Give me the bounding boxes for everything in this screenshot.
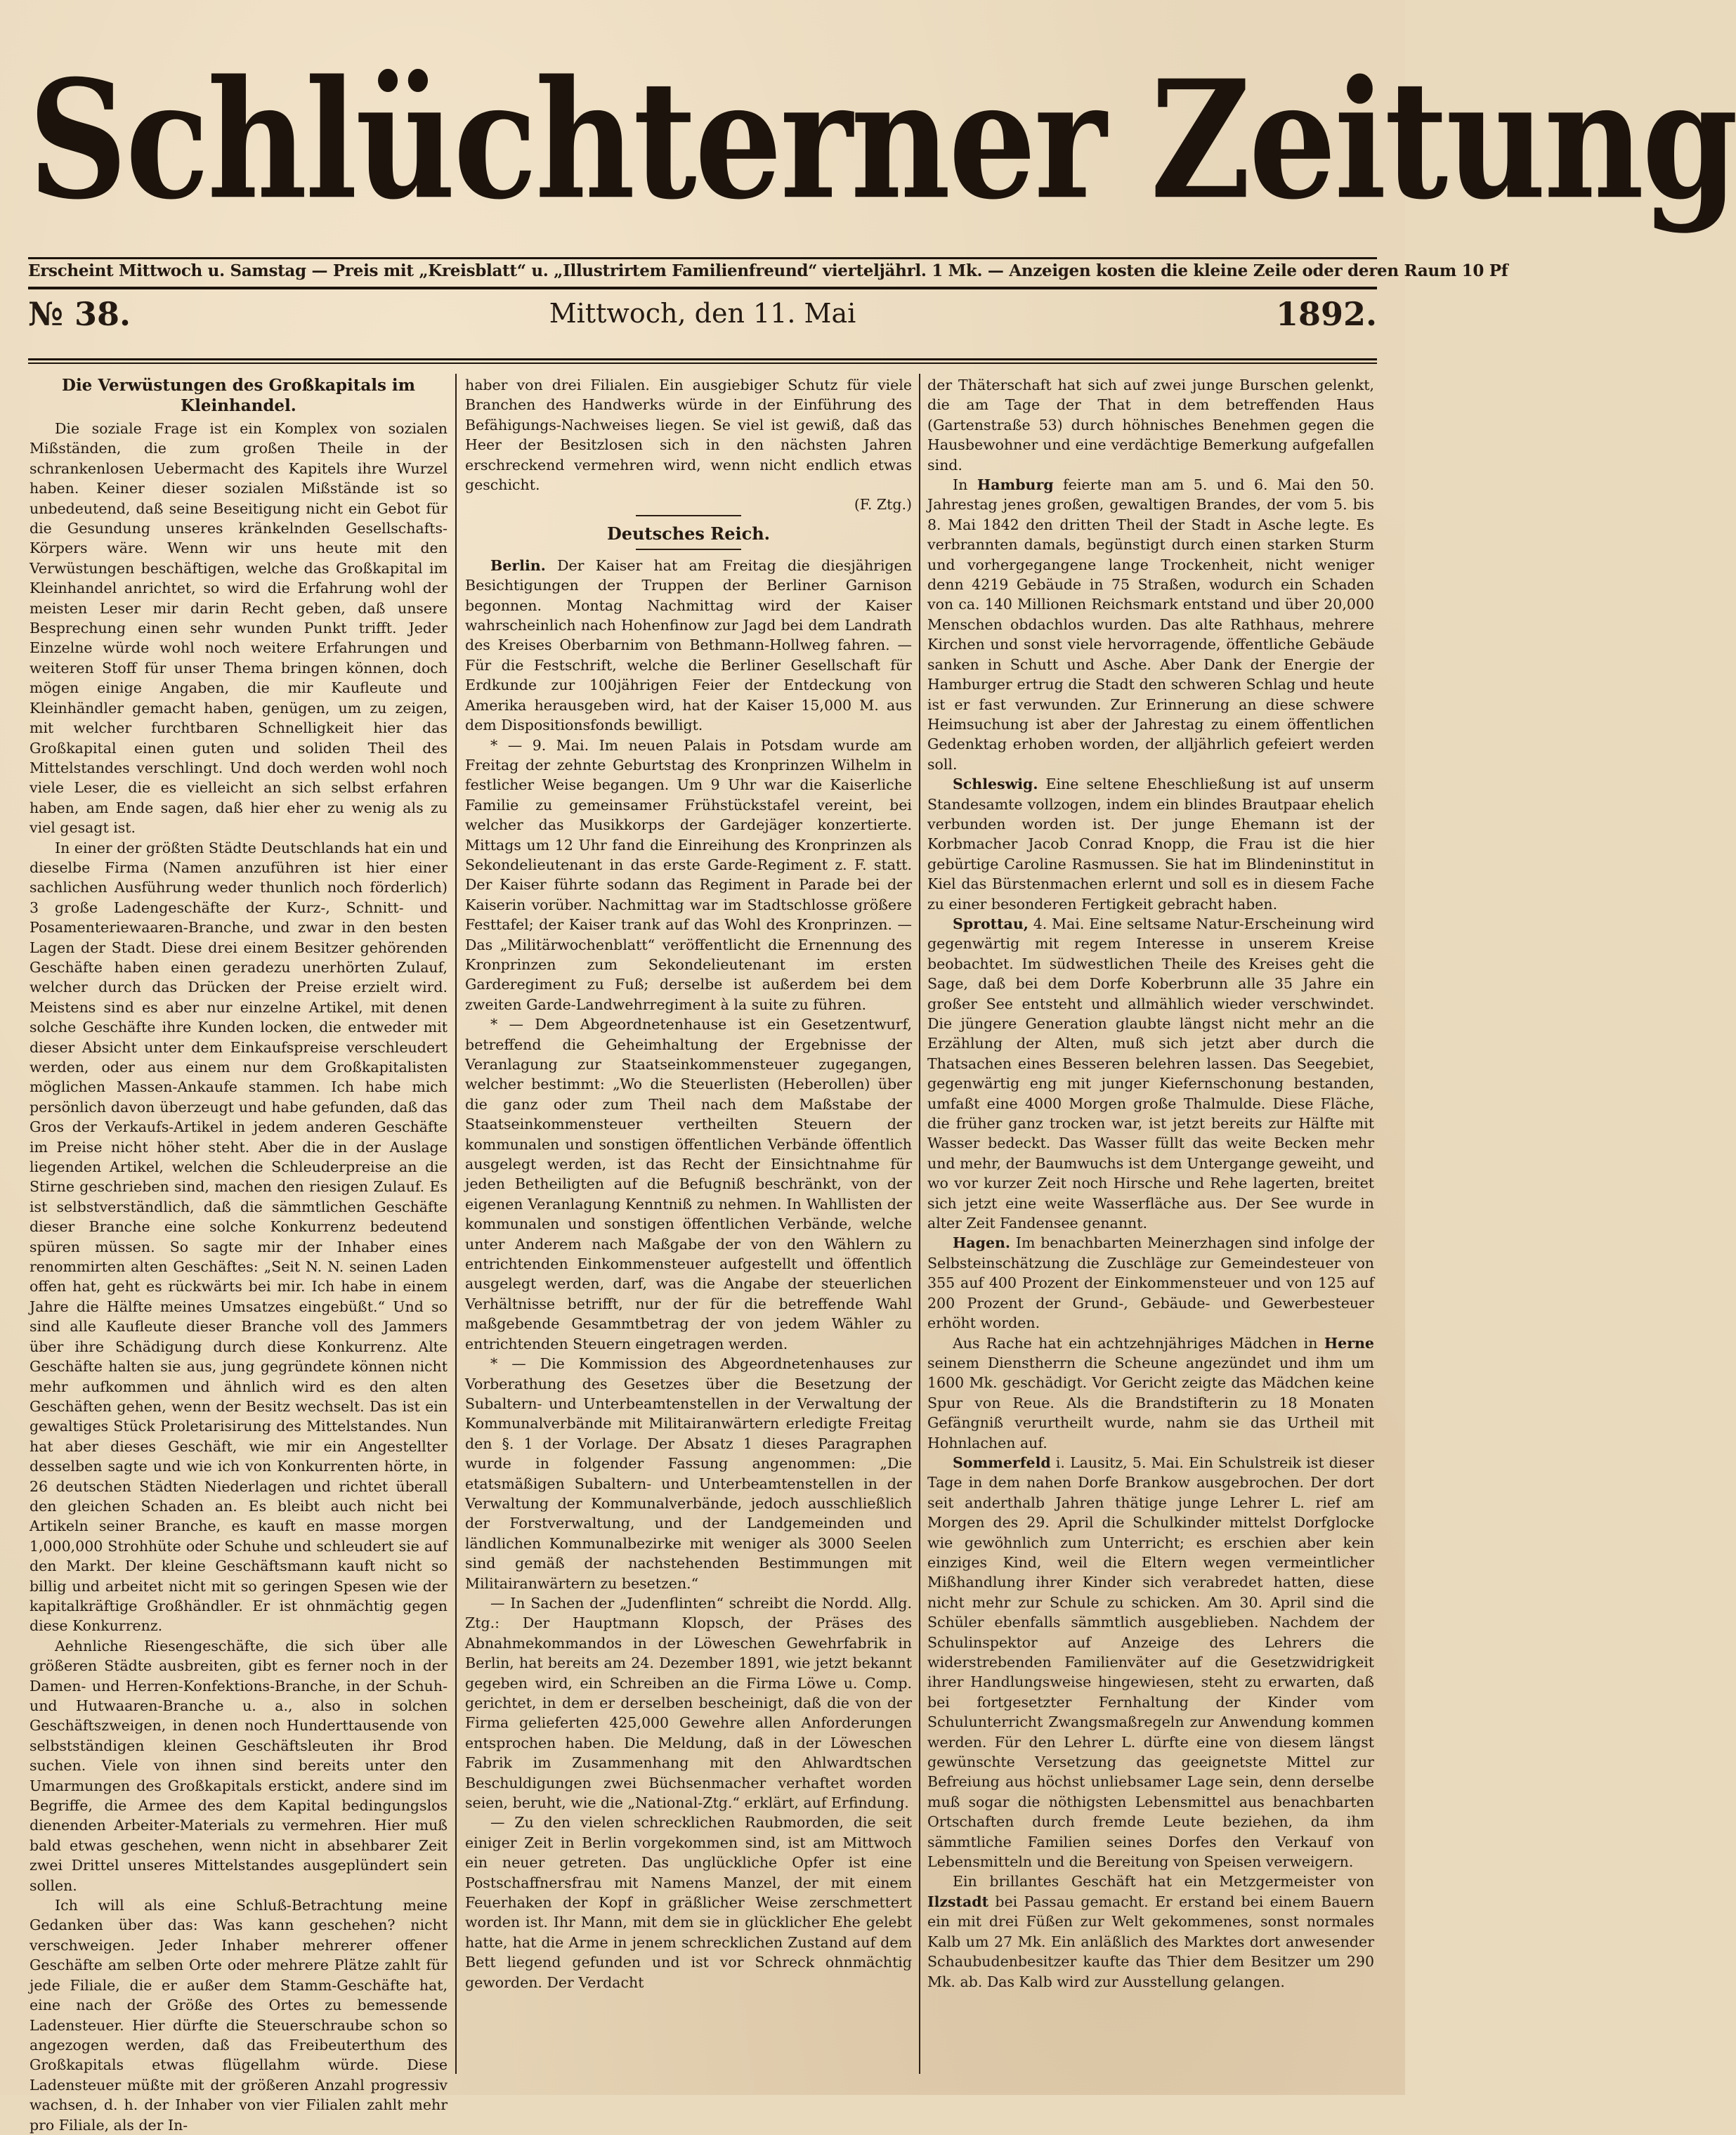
article-paragraph: der Thäterschaft hat sich auf zwei junge Burschen gelenkt, die am Tage der That in dem betreffenden Haus (Gartenstraße 53) durch höhnisches Benehmen gegen die Hausbewohner und eine verdächtige Bemerkung aufgefallen sind. [927,377,1374,474]
place-name: Ilzstadt [927,1893,989,1910]
article-paragraph: — Zu den vielen schrecklichen Raubmorden, die seit einiger Zeit in Berlin vorgekommen sind, ist am Mittwoch ein neuer getreten. Das unglückliche Opfer ist eine Postschaffnersfrau mit Namens Manzel, der mit einem Feuerhaken der Kopf in gräßlicher Weise zerschmettert worden ist. Ihr Mann, mit dem sie in glücklicher Ehe gelebt hatte, hat die Arme in jenem schrecklichen Zustand auf dem Bett liegend gefunden und ist vor Schreck ohnmächtig geworden. Der Verdacht [465,1814,912,1991]
article-paragraph: Die soziale Frage ist ein Komplex von sozialen Mißständen, die zum großen Theile in der schrankenlosen Uebermacht des Kapitels ihre Wurzel haben. Keiner dieser sozialen Mißstände ist so unbedeutend, daß seine Beseitigung nicht ein Gebot für die Gesundung unseres kränkelnden Gesellschafts-Körpers wäre. Wenn wir uns heute mit den Verwüstungen beschäftigen, welche das Großkapital im Kleinhandel anrichtet, so wird die Erfahrung wohl der meisten Leser mir darin Recht geben, daß unsere Besprechung einen sehr wunden Punkt trifft. Jeder Einzelne würde wohl noch weitere Erfahrungen und weiteren Stoff für unser Thema bringen können, doch mögen einige Angaben, die mir Kaufleute und Kleinhändler gemacht haben, genügen, um zu zeigen, mit welcher furchtbaren Schnelligkeit hier das Großkapital einen guten und soliden Theil des Mittelstandes verschlingt. Und doch werden wohl noch viele Leser, die es vielleicht an sich selbst erfahren haben, am Ende sagen, daß hier eher zu wenig als zu viel gesagt ist. [30,420,448,837]
place-name: Sprottau, [953,915,1029,932]
place-name: Herne [1324,1334,1374,1352]
dateline-rule-1 [28,358,1377,360]
article-paragraph: * — Dem Abgeordnetenhause ist ein Gesetzentwurf, betreffend die Geheimhaltung der Ergebnisse der Veranlagung zur Staatseinkommensteuer zugegangen, welcher bestimmt: „Wo die Steuerlisten (Heberollen) über die ganz oder zum Theil nach dem Maßstabe der Staatseinkommensteuer vertheilten Steuern der kommunalen und sonstigen öffentlichen Verbände öffentlich ausgelegt werden, ist das Recht der Einsichtnahme für jeden Betheiligten auf die Befugniß beschränkt, von der eigenen Veranlagung Kenntniß zu nehmen. In Wahllisten der kommunalen und sonstigen öffentlichen Verbände, welche unter Anderem nach Maßgabe der von den Wählern zu entrichtenden Einkommensteuer aufgestellt und öffentlich ausgelegt werden, darf, was die Angabe der steuerlichen Verhältnisse betrifft, nur der für die betreffende Wahl maßgebende Gesammtbetrag der von jedem Wähler zu entrichtenden Steuern eingetragen werden. [465,1016,912,1352]
article-source: (F. Ztg.) [854,496,912,514]
column-2 [465,375,912,2075]
column-3 [927,375,1374,2075]
issue-year: 1892. [1275,295,1377,333]
column-divider-2 [919,374,920,2074]
article-paragraph: Ich will als eine Schluß-Betrachtung meine Gedanken über das: Was kann geschehen? nicht verschweigen. Jeder Inhaber mehrerer offener Geschäfte am selben Orte oder mehrere Plätze zahlt für jede Filiale, die er außer dem Stamm-Geschäfte hat, eine nach der Größe des Ortes zu bemessende Ladensteuer. Hier dürfte die Steuerschraube schon so angezogen werden, daß das Freibeuterthum des Großkapitals etwas flügellahm würde. Diese Ladensteuer müßte mit der größeren Anzahl progressiv wachsen, d. h. der Inhaber von vier Filialen zahlt mehr pro Filiale, als der In- [30,1897,448,2134]
issue-number: № 38. [28,295,131,333]
article-paragraph: * — 9. Mai. Im neuen Palais in Potsdam wurde am Freitag der zehnte Geburtstag des Kronprinzen Wilhelm in festlicher Weise begangen. Um 9 Uhr war die Kaiserliche Familie zu gemeinsamer Frühstückstafel vereint, bei welcher das Musikkorps der Gardejäger konzertierte. Mittags um 12 Uhr fand die Einreihung des Kronprinzen als Sekondelieutenant in das erste Garde-Regiment z. F. statt. Der Kaiser führte sodann das Regiment in Parade bei der Kaiserin vorüber. Nachmittag war im Stadtschlosse größere Festtafel; der Kaiser trank auf das Wohl des Kronprinzen. — Das „Militärwochenblatt“ veröffentlicht die Ernennung des Kronprinzen zum Sekondelieutenant im ersten Garderegiment zu Fuß; derselbe ist außerdem bei dem zweiten Garde-Landwehrregiment à la suite zu führen. [465,736,912,1013]
subscription-line: Erscheint Mittwoch u. Samstag — Preis mit „Kreisblatt“ u. „Illustrirtem Familienfreund“ vierteljährl. 1 Mk. — Anzeigen kosten die kleine Zeile oder deren Raum 10 Pf [28,261,1508,280]
dateline-rule-2 [28,363,1377,364]
place-name: Schleswig. [953,776,1038,793]
section-rule [636,549,741,550]
news-item-sommerfeld: Sommerfeld i. Lausitz, 5. Mai. Ein Schulstreik ist dieser Tage in dem nahen Dorfe Brankow ausgebrochen. Der dort seit anderthalb Jahren thätige junge Lehrer L. rief am Morgen des 29. April die Schulkinder mittelst Dorfglocke wie gewöhnlich zum Unterricht; es erschien aber kein einziges Kind, weil die Eltern wegen vermeintlicher Mißhandlung ihrer Kinder sich verabredet hatten, diese nicht mehr zur Schule zu schicken. Am 30. April sind die Schüler ebenfalls sämmtlich ausgeblieben. Nachdem der Schulinspektor auf Anzeige des Lehrers die widerstrebenden Familienväter auf die Gesetzwidrigkeit ihrer Handlungsweise hingewiesen, steht zu erwarten, daß bei fortgesetzter Fernhaltung der Kinder vom Schulunterricht Zwangsmaßregeln zur Anwendung kommen werden. Für den Lehrer L. dürfte eine von diesem längst gewünschte Versetzung das geeignetste Mittel zur Befreiung aus höchst unliebsamer Lage sein, denn derselbe muß sogar die nöthigsten Lebensmittel aus benachbarten Ortschaften durch fremde Leute beziehen, da ihm sämmtliche Familien seines Dorfes den Verkauf von Lebensmitteln und die Bereitung von Speisen verweigern. [927,1454,1374,1871]
article-paragraph: In einer der größten Städte Deutschlands hat ein und dieselbe Firma (Namen anzuführen ist hier einer sachlichen Ausführung weder thunlich noch förderlich) 3 große Ladengeschäfte der Kurz-, Schnitt- und Posamenteriewaaren-Branche, und zwar in den besten Lagen der Stadt. Diese drei einem Besitzer gehörenden Geschäfte haben einen geradezu unerhörten Zulauf, welcher durch das Drücken der Preise erzielt wird. Meistens sind es aber nur einzelne Artikel, mit denen solche Geschäfte ihre Kunden locken, die entweder mit dieser Absicht unter dem Einkaufspreise verschleudert werden, oder aus einem nur dem Großkapitalisten möglichen Massen-Ankaufe stammen. Ich habe mich persönlich davon überzeugt und habe gefunden, daß das Gros der Verkaufs-Artikel in jedem anderen Geschäfte im Preise nicht höher steht. Aber die in der Auslage liegenden Artikel, welchen die Schleuderpreise an die Stirne geschrieben sind, machen den riesigen Zulauf. Es ist selbstverständlich, daß die sämmtlichen Geschäfte dieser Branche eine solche Konkurrenz bedeutend spüren müssen. So sagte mir der Inhaber eines renommirten alten Geschäftes: „Seit N. N. seinen Laden offen hat, geht es rückwärts bei mir. Ich habe in einem Jahre die Hälfte meines Umsatzes eingebüßt.“ Und so sind alle Kaufleute dieser Branche voll des Jammers über ihre Schädigung durch diese Konkurrenz. Alte Geschäfte halten sie aus, jung gegründete können nicht mehr aufkommen und ähnlich wird es den alten Geschäften gehen, wenn der Besitz wechselt. Das ist ein gewaltiges Stück Proletarisirung des Mittelstandes. Nun hat aber dieses Geschäft, wie mir ein Angestellter desselben sagte und wie ich von Konkurrenten hörte, in 26 deutschen Städten Niederlagen und richtet überall den gleichen Schaden an. Es bleibt auch nicht bei Artikeln seiner Branche, es kauft en masse morgen 1,000,000 Strohhüte oder Schuhe und schleudert sie auf den Markt. Der kleine Geschäftsmann kauft nicht so billig und arbeitet nicht mit so geringen Spesen wie der kapitalkräftige Großhändler. Er ist ohnmächtig gegen diese Konkurrenz. [30,839,448,1635]
column-1 [30,375,448,2134]
dateline [28,295,1377,337]
place-name: Hamburg [977,476,1054,494]
news-item-berlin: Berlin. Der Kaiser hat am Freitag die diesjährigen Besichtigungen der Truppen der Berliner Garnison begonnen. Montag Nachmittag wird der Kaiser wahrscheinlich nach Hohenfinow zur Jagd bei dem Landrath des Kreises Oberbarnim von Bethmann-Hollweg fahren. — Für die Festschrift, welche die Berliner Gesellschaft für Erdkunde zur 100jährigen Feier der Entdeckung von Amerika herausgeben wird, hat der Kaiser 15,000 M. aus dem Dispositionsfonds bewilligt. [465,556,912,734]
news-item-hagen: Hagen. Im benachbarten Meinerzhagen sind infolge der Selbsteinschätzung die Zuschläge zur Gemeindesteuer von 355 auf 400 Prozent der Einkommensteuer und von 125 auf 200 Prozent der Grund-, Gebäude- und Gewerbesteuer erhöht worden. [927,1234,1374,1332]
article-title: Die Verwüstungen des Großkapitals im Kleinhandel. [62,376,415,415]
place-name: Hagen. [953,1234,1011,1252]
article-paragraph: — In Sachen der „Judenflinten“ schreibt die Nordd. Allg. Ztg.: Der Hauptmann Klopsch, der Präses des Abnahmekommandos in der Löweschen Gewehrfabrik in Berlin, hat bereits am 24. Dezember 1891, wie jetzt bekannt gegeben wird, ein Schreiben an die Firma Löwe u. Comp. gerichtet, in dem er derselben bescheinigt, daß die von der Firma gelieferten 425,000 Gewehre allen Anforderungen entsprochen haben. Die Meldung, daß in der Löweschen Fabrik im Zusammenhang mit den Ahlwardtschen Beschuldigungen zwei Büchsenmacher verhaftet worden seien, beruht, wie die „National-Ztg.“ erklärt, auf Erfindung. [465,1594,912,1812]
article-paragraph: Aehnliche Riesengeschäfte, die sich über alle größeren Städte ausbreiten, gibt es ferner noch in der Damen- und Herren-Konfektions-Branche, in der Schuh- und Hutwaaren-Branche u. a., also in solchen Geschäftszweigen, in denen noch Hunderttausende von selbstständigen kleinen Geschäftsleuten ihr Brod suchen. Viele von ihnen sind bereits unter den Umarmungen des Großkapitals erstickt, andere sind im Begriffe, die Armee des dem Kapital bedingungslos dienenden Arbeiter-Materials zu vermehren. Hier muß bald etwas geschehen, wenn nicht in absehbarer Zeit zwei Drittel unseres Mittelstandes ausgeplündert sein sollen. [30,1637,448,1894]
news-item-hamburg: In Hamburg feierte man am 5. und 6. Mai den 50. Jahrestag jenes großen, gewaltigen Brandes, der vom 5. bis 8. Mai 1842 den dritten Theil der Stadt in Asche legte. Es verbrannten damals, begünstigt durch einen starken Sturm und vorhergegangene lange Trockenheit, nicht weniger denn 4219 Gebäude in 75 Straßen, wodurch ein Schaden von ca. 140 Millionen Reichsmark entstand und über 20,000 Menschen obdachlos wurden. Das alte Rathhaus, mehrere Kirchen und sonst viele hervorragende, öffentliche Gebäude sanken in Schutt und Asche. Aber Dank der Energie der Hamburger ertrug die Stadt den schweren Schlag und heute ist er fast verwunden. Zur Erinnerung an diese schwere Heimsuchung ist aber der Jahrestag zu einem öffentlichen Gedenktag erhoben worden, der alljährlich gefeiert werden soll. [927,476,1374,773]
news-item-ilzstadt: Ein brillantes Geschäft hat ein Metzgermeister von Ilzstadt bei Passau gemacht. Er erstand bei einem Bauern ein mit drei Füßen zur Welt gekommenes, sonst normales Kalb um 27 Mk. Ein anläßlich des Marktes dort anwesender Schaubudenbesitzer kaufte das Thier dem Besitzer um 290 Mk. ab. Das Kalb wird zur Ausstellung gelangen. [927,1873,1374,1990]
masthead-rule-top [28,257,1377,259]
place-name: Berlin. [490,556,546,574]
news-item-schleswig: Schleswig. Eine seltene Eheschließung ist auf unserm Standesamte vollzogen, indem ein blindes Brautpaar ehelich verbunden worden ist. Der junge Ehemann ist der Korbmacher Jacob Conrad Knopp, die Frau ist die hier gebürtige Caroline Rasmussen. Sie hat im Blindeninstitut in Kiel das Bürstenmachen erlernt und soll es in diesem Fache zu einer besonderen Fertigkeit gebracht haben. [927,776,1374,913]
section-rule [636,515,741,516]
subline-rule [28,287,1377,289]
news-item-sprottau: Sprottau, 4. Mai. Eine seltsame Natur-Erscheinung wird gegenwärtig mit regem Interesse in unserem Kreise beobachtet. Im südwestlichen Theile des Kreises geht die Sage, daß bei dem Dorfe Koberbrunn alle 35 Jahre ein großer See entsteht und allmählich wieder verschwindet. Die jüngere Generation glaubte längst nicht mehr an die Erzählung der Alten, muß sich jetzt aber durch die Thatsachen eines Besseren belehren lassen. Das Seegebiet, gegenwärtig eng mit junger Kiefernschonung bestanden, umfaßt eine 4000 Morgen große Thalmulde. Diese Fläche, die früher ganz trocken war, ist jetzt bereits zur Hälfte mit Wasser bedeckt. Das Wasser füllt das weite Becken mehr und mehr, der Baumwuchs ist dem Untergange geweiht, und wo vor kurzer Zeit noch Hirsche und Rehe lagerten, breitet sich jetzt eine weite Wasserfläche aus. Der See wurde in alter Zeit Fandensee genannt. [927,915,1374,1232]
place-name: Sommerfeld [953,1454,1051,1471]
article-paragraph: haber von drei Filialen. Ein ausgiebiger Schutz für viele Branchen des Handwerks würde in der Einführung des Befähigungs-Nachweises liegen. Se viel ist gewiß, daß das Heer der Besitzlosen sich in den nächsten Jahren erschreckend vermehren wird, wenn nicht endlich etwas geschicht. [465,377,912,494]
column-divider-1 [455,374,457,2074]
issue-date: Mittwoch, den 11. Mai [549,298,856,329]
news-item-herne: Aus Rache hat ein achtzehnjähriges Mädchen in Herne seinem Dienstherrn die Scheune angezündet und ihm um 1600 Mk. geschädigt. Vor Gericht zeigte das Mädchen keine Spur von Reue. Als die Brandstifterin zu 18 Monaten Gefängniß verurtheilt wurde, nahm sie das Urtheil mit Hohnlachen auf. [927,1334,1374,1451]
masthead-title: Schlüchterner Zeitung [28,45,1736,236]
article-paragraph: * — Die Kommission des Abgeordnetenhauses zur Vorberathung des Gesetzes über die Besetzung der Subaltern- und Unterbeamtenstellen in der Verwaltung der Kommunalverbände mit Militairanwärtern erledigte Freitag den §. 1 der Vorlage. Der Absatz 1 dieses Paragraphen wurde in folgender Fassung angenommen: „Die etatsmäßigen Subaltern- und Unterbeamtenstellen in der Verwaltung der Kommunalverbände, jedoch ausschließlich der Forstverwaltung, und der Landgemeinden und ländlichen Kommunalbezirke mit weniger als 3000 Seelen sind gemäß der nachstehenden Bestimmungen mit Militairanwärtern zu besetzen.“ [465,1355,912,1592]
section-title: Deutsches Reich. [606,523,771,544]
